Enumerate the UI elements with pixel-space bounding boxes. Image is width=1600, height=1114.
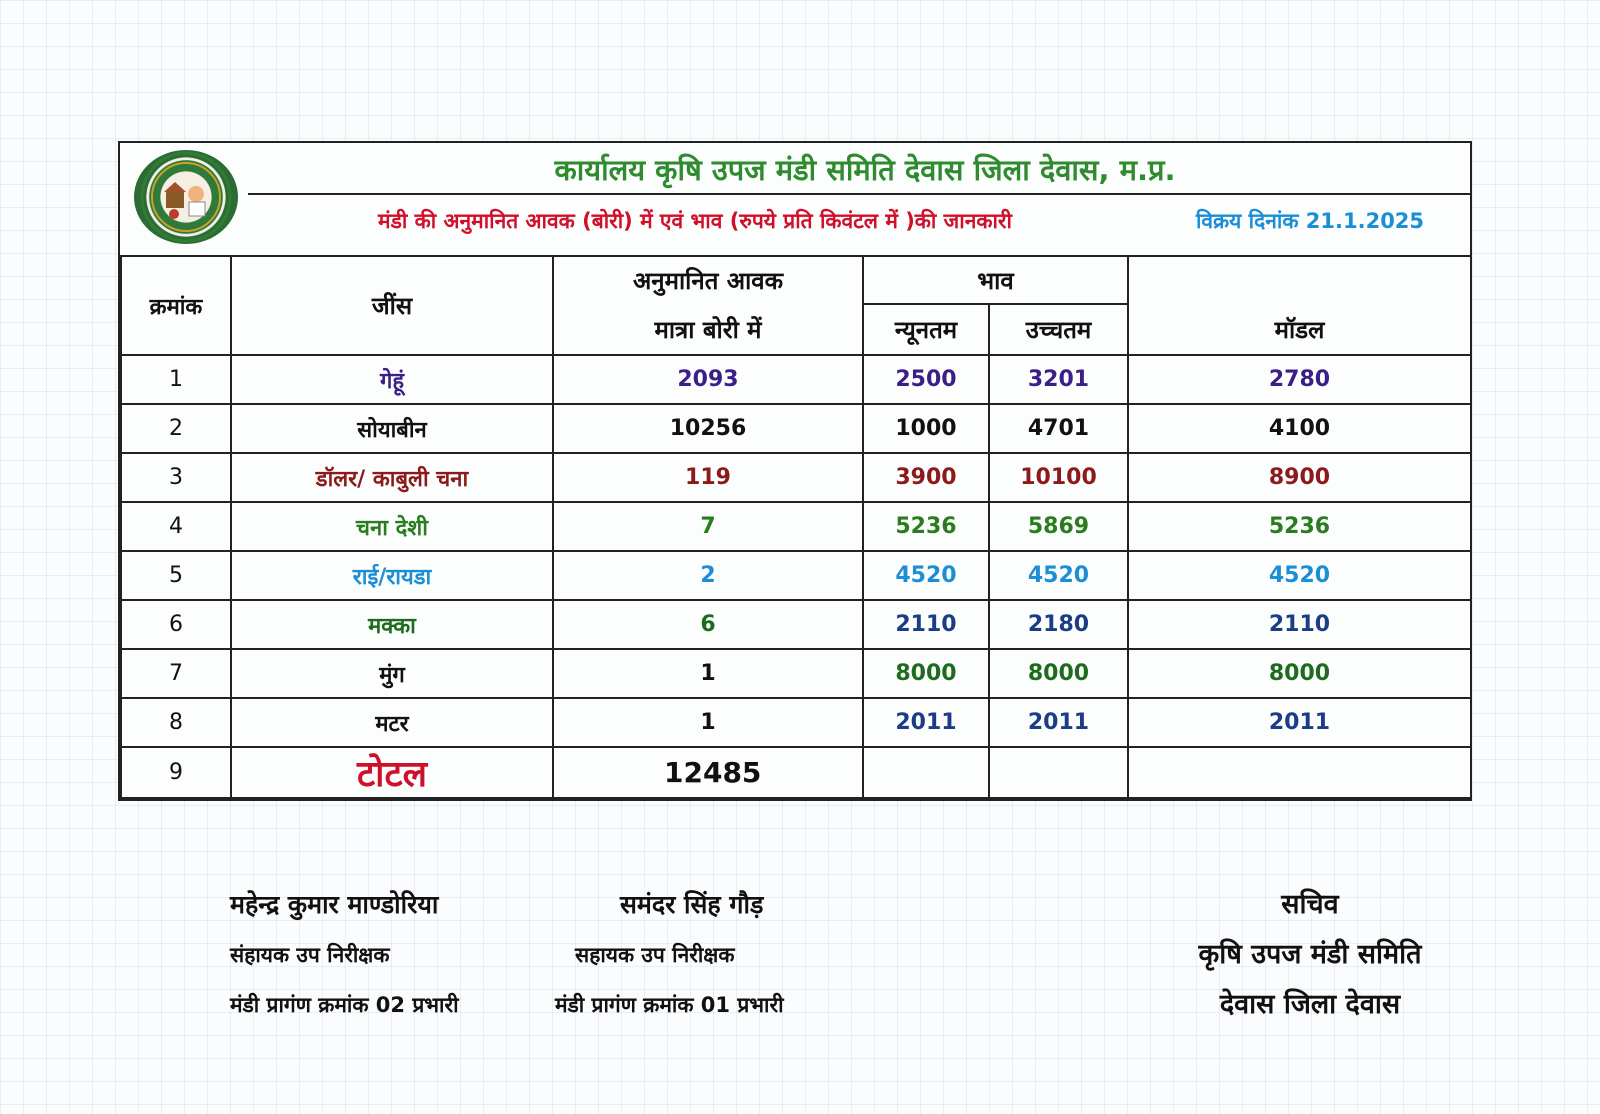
serial-cell: 2 bbox=[121, 404, 231, 453]
modal-price-cell: 2110 bbox=[1128, 600, 1471, 649]
serial-cell: 7 bbox=[121, 649, 231, 698]
total-label: टोटल bbox=[231, 747, 553, 798]
signatory-name: महेन्द्र कुमार माण्डोरिया bbox=[230, 890, 439, 919]
max-price-cell: 10100 bbox=[989, 453, 1128, 502]
crop-name-cell: मुंग bbox=[231, 649, 553, 698]
office-title: कार्यालय कृषि उपज मंडी समिति देवास जिला देवास, म.प्र. bbox=[554, 153, 1176, 187]
max-price-cell: 3201 bbox=[989, 355, 1128, 404]
modal-price-cell: 4520 bbox=[1128, 551, 1471, 600]
max-price-cell: 4520 bbox=[989, 551, 1128, 600]
crop-header: जींस bbox=[231, 256, 553, 355]
max-price-header: उच्चतम bbox=[989, 304, 1128, 355]
min-price-cell: 2500 bbox=[863, 355, 989, 404]
max-price-cell: 8000 bbox=[989, 649, 1128, 698]
report-subtitle: मंडी की अनुमानित आवक (बोरी) में एवं भाव (रुपये प्रति किवंटल में )की जानकारी bbox=[378, 209, 1012, 233]
arrival-qty-cell: 10256 bbox=[553, 404, 863, 453]
header-divider bbox=[248, 193, 1470, 195]
serial-cell: 3 bbox=[121, 453, 231, 502]
total-qty: 12485 bbox=[553, 747, 863, 798]
arrival-sub-header: मात्रा बोरी में bbox=[553, 304, 863, 355]
min-price-cell: 5236 bbox=[863, 502, 989, 551]
modal-price-cell: 8000 bbox=[1128, 649, 1471, 698]
crop-name-cell: गेहूं bbox=[231, 355, 553, 404]
crop-name-cell: चना देशी bbox=[231, 502, 553, 551]
crop-name-cell: राई/रायडा bbox=[231, 551, 553, 600]
modal-price-header: मॉडल bbox=[1128, 304, 1471, 355]
serial-cell: 1 bbox=[121, 355, 231, 404]
min-price-cell: 2110 bbox=[863, 600, 989, 649]
signature-right bbox=[1160, 880, 1460, 1030]
min-price-cell: 4520 bbox=[863, 551, 989, 600]
serial-cell: 8 bbox=[121, 698, 231, 747]
signatory-designation: सहायक उप निरीक्षक bbox=[575, 943, 735, 967]
min-price-cell: 3900 bbox=[863, 453, 989, 502]
arrival-qty-cell: 2093 bbox=[553, 355, 863, 404]
table-row bbox=[121, 600, 1471, 649]
secretary-org: कृषि उपज मंडी समिति bbox=[1198, 939, 1422, 970]
serial-cell: 6 bbox=[121, 600, 231, 649]
min-price-cell: 1000 bbox=[863, 404, 989, 453]
min-price-header: न्यूनतम bbox=[863, 304, 989, 355]
rate-notice-document bbox=[118, 141, 1472, 801]
crop-name-cell: मक्का bbox=[231, 600, 553, 649]
table-row bbox=[121, 551, 1471, 600]
table-row bbox=[121, 698, 1471, 747]
serial-cell: 5 bbox=[121, 551, 231, 600]
max-price-cell: 2180 bbox=[989, 600, 1128, 649]
modal-price-cell: 4100 bbox=[1128, 404, 1471, 453]
crop-name-cell: डॉलर/ काबुली चना bbox=[231, 453, 553, 502]
table-row bbox=[121, 355, 1471, 404]
rates-table bbox=[120, 255, 1472, 799]
serial-header: क्रमांक bbox=[121, 256, 231, 355]
price-group-header: भाव bbox=[863, 256, 1128, 304]
min-price-cell: 2011 bbox=[863, 698, 989, 747]
signatory-designation: संहायक उप निरीक्षक bbox=[230, 943, 390, 967]
arrival-qty-cell: 2 bbox=[553, 551, 863, 600]
crop-name-cell: मटर bbox=[231, 698, 553, 747]
table-row bbox=[121, 502, 1471, 551]
table-header-row bbox=[121, 256, 1471, 304]
signatory-charge: मंडी प्रागंण क्रमांक 01 प्रभारी bbox=[555, 993, 784, 1017]
arrival-qty-cell: 1 bbox=[553, 649, 863, 698]
arrival-group-header: अनुमानित आवक bbox=[553, 256, 863, 304]
signatory-charge: मंडी प्रागंण क्रमांक 02 प्रभारी bbox=[230, 993, 459, 1017]
modal-header-top bbox=[1128, 256, 1471, 304]
arrival-qty-cell: 119 bbox=[553, 453, 863, 502]
empty-cell bbox=[989, 747, 1128, 798]
modal-price-cell: 2780 bbox=[1128, 355, 1471, 404]
empty-cell bbox=[863, 747, 989, 798]
table-row bbox=[121, 649, 1471, 698]
signature-middle bbox=[555, 880, 784, 1030]
max-price-cell: 5869 bbox=[989, 502, 1128, 551]
modal-price-cell: 8900 bbox=[1128, 453, 1471, 502]
sale-date: विक्रय दिनांक 21.1.2025 bbox=[1195, 209, 1425, 233]
total-row bbox=[121, 747, 1471, 798]
signature-left bbox=[230, 880, 459, 1030]
table-row bbox=[121, 453, 1471, 502]
table-row bbox=[121, 404, 1471, 453]
arrival-qty-cell: 7 bbox=[553, 502, 863, 551]
crop-name-cell: सोयाबीन bbox=[231, 404, 553, 453]
secretary-title: सचिव bbox=[1281, 889, 1339, 920]
document-header bbox=[120, 143, 1470, 257]
modal-price-cell: 5236 bbox=[1128, 502, 1471, 551]
modal-price-cell: 2011 bbox=[1128, 698, 1471, 747]
max-price-cell: 4701 bbox=[989, 404, 1128, 453]
serial-cell: 9 bbox=[121, 747, 231, 798]
arrival-qty-cell: 1 bbox=[553, 698, 863, 747]
min-price-cell: 8000 bbox=[863, 649, 989, 698]
serial-cell: 4 bbox=[121, 502, 231, 551]
arrival-qty-cell: 6 bbox=[553, 600, 863, 649]
signatory-name: समंदर सिंह गौड़ bbox=[620, 890, 764, 919]
mandi-samiti-emblem-icon bbox=[134, 150, 238, 244]
empty-cell bbox=[1128, 747, 1471, 798]
secretary-place: देवास जिला देवास bbox=[1219, 989, 1401, 1020]
max-price-cell: 2011 bbox=[989, 698, 1128, 747]
